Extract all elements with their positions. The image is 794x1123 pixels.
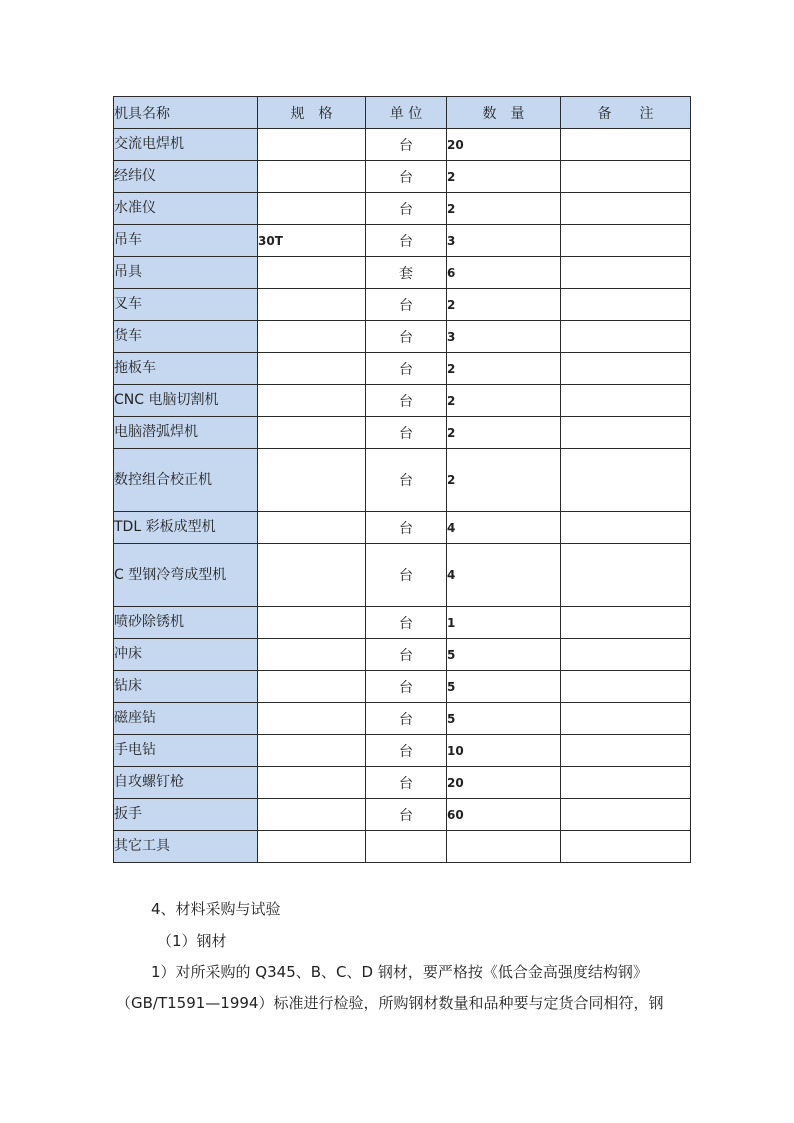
unit-cell: 台: [366, 321, 447, 353]
remarks-cell: [561, 703, 691, 735]
quantity-cell: 4: [447, 512, 561, 544]
table-row: [114, 129, 691, 161]
equipment-name: 冲床: [114, 639, 258, 671]
remarks-cell: [561, 129, 691, 161]
quantity-cell: 5: [447, 671, 561, 703]
quantity-cell: 10: [447, 735, 561, 767]
table-row: [114, 321, 691, 353]
unit-cell: 台: [366, 129, 447, 161]
unit-cell: 台: [366, 671, 447, 703]
unit-cell: 台: [366, 417, 447, 449]
table-row: [114, 353, 691, 385]
equipment-name: 其它工具: [114, 831, 258, 863]
table-row: [114, 703, 691, 735]
header-unit: 单 位: [366, 97, 447, 129]
unit-cell: 台: [366, 449, 447, 512]
header-quantity: 数 量: [447, 97, 561, 129]
table-row: [114, 735, 691, 767]
spec-cell: [258, 735, 366, 767]
quantity-cell: 2: [447, 385, 561, 417]
spec-cell: [258, 449, 366, 512]
unit-cell: 台: [366, 735, 447, 767]
spec-cell: [258, 544, 366, 607]
spec-cell: [258, 767, 366, 799]
table-row: [114, 799, 691, 831]
unit-cell: 台: [366, 225, 447, 257]
spec-cell: [258, 799, 366, 831]
spec-cell: [258, 129, 366, 161]
spec-cell: [258, 385, 366, 417]
unit-cell: 台: [366, 193, 447, 225]
quantity-cell: 5: [447, 639, 561, 671]
quantity-cell: 3: [447, 225, 561, 257]
quantity-cell: 2: [447, 193, 561, 225]
equipment-name: 拖板车: [114, 353, 258, 385]
unit-cell: 台: [366, 607, 447, 639]
remarks-cell: [561, 512, 691, 544]
unit-cell: 台: [366, 639, 447, 671]
unit-cell: 台: [366, 161, 447, 193]
equipment-name: 手电钻: [114, 735, 258, 767]
equipment-name: 经纬仪: [114, 161, 258, 193]
unit-cell: 台: [366, 512, 447, 544]
table-row: [114, 512, 691, 544]
quantity-cell: 2: [447, 289, 561, 321]
unit-cell: 台: [366, 703, 447, 735]
equipment-name: 喷砂除锈机: [114, 607, 258, 639]
section-heading: 4、材料采购与试验: [151, 900, 281, 918]
quantity-cell: 1: [447, 607, 561, 639]
spec-cell: [258, 639, 366, 671]
table-row: [114, 289, 691, 321]
equipment-name: 自攻螺钉枪: [114, 767, 258, 799]
table-row: [114, 225, 691, 257]
remarks-cell: [561, 385, 691, 417]
remarks-cell: [561, 639, 691, 671]
quantity-cell: 6: [447, 257, 561, 289]
quantity-cell: 2: [447, 417, 561, 449]
quantity-cell: 2: [447, 449, 561, 512]
spec-cell: [258, 161, 366, 193]
remarks-cell: [561, 607, 691, 639]
remarks-cell: [561, 257, 691, 289]
unit-cell: 套: [366, 257, 447, 289]
remarks-cell: [561, 831, 691, 863]
equipment-name: 吊车: [114, 225, 258, 257]
equipment-name: 电脑潜弧焊机: [114, 417, 258, 449]
equipment-name: 数控组合校正机: [114, 449, 258, 512]
table-header-row: [114, 97, 691, 129]
equipment-table: [113, 96, 691, 863]
equipment-name: 扳手: [114, 799, 258, 831]
header-name: 机具名称: [114, 97, 258, 129]
table-row: [114, 257, 691, 289]
equipment-name: CNC 电脑切割机: [114, 385, 258, 417]
subheading: （1）钢材: [157, 932, 227, 950]
unit-cell: 台: [366, 767, 447, 799]
remarks-cell: [561, 544, 691, 607]
spec-cell: [258, 512, 366, 544]
table-row: [114, 607, 691, 639]
paragraph-line-1: 1）对所采购的 Q345、B、C、D 钢材，要严格按《低合金高强度结构钢》: [151, 963, 648, 981]
remarks-cell: [561, 767, 691, 799]
table-row: [114, 449, 691, 512]
spec-cell: [258, 257, 366, 289]
spec-cell: [258, 417, 366, 449]
equipment-name: TDL 彩板成型机: [114, 512, 258, 544]
header-spec: 规 格: [258, 97, 366, 129]
remarks-cell: [561, 449, 691, 512]
table-row: [114, 544, 691, 607]
table-row: [114, 671, 691, 703]
quantity-cell: 20: [447, 129, 561, 161]
quantity-cell: 2: [447, 161, 561, 193]
equipment-name: 吊具: [114, 257, 258, 289]
spec-cell: [258, 321, 366, 353]
table-row: [114, 831, 691, 863]
quantity-cell: 2: [447, 353, 561, 385]
unit-cell: 台: [366, 289, 447, 321]
spec-cell: [258, 607, 366, 639]
unit-cell: [366, 831, 447, 863]
paragraph-line-2: （GB/T1591—1994）标准进行检验，所购钢材数量和品种要与定货合同相符，钢: [116, 994, 664, 1012]
equipment-name: 叉车: [114, 289, 258, 321]
table-row: [114, 417, 691, 449]
spec-cell: [258, 831, 366, 863]
equipment-name: 钻床: [114, 671, 258, 703]
equipment-name: 交流电焊机: [114, 129, 258, 161]
remarks-cell: [561, 289, 691, 321]
remarks-cell: [561, 417, 691, 449]
table-row: [114, 639, 691, 671]
header-remarks: 备 注: [561, 97, 691, 129]
remarks-cell: [561, 225, 691, 257]
spec-cell: [258, 289, 366, 321]
remarks-cell: [561, 799, 691, 831]
table-row: [114, 767, 691, 799]
quantity-cell: 20: [447, 767, 561, 799]
table-row: [114, 385, 691, 417]
spec-cell: [258, 671, 366, 703]
table-row: [114, 161, 691, 193]
spec-cell: [258, 703, 366, 735]
unit-cell: 台: [366, 799, 447, 831]
remarks-cell: [561, 321, 691, 353]
remarks-cell: [561, 161, 691, 193]
remarks-cell: [561, 353, 691, 385]
equipment-name: C 型钢冷弯成型机: [114, 544, 258, 607]
unit-cell: 台: [366, 544, 447, 607]
spec-cell: [258, 193, 366, 225]
remarks-cell: [561, 193, 691, 225]
remarks-cell: [561, 671, 691, 703]
quantity-cell: 3: [447, 321, 561, 353]
equipment-name: 货车: [114, 321, 258, 353]
spec-cell: [258, 353, 366, 385]
unit-cell: 台: [366, 385, 447, 417]
quantity-cell: 4: [447, 544, 561, 607]
quantity-cell: 5: [447, 703, 561, 735]
quantity-cell: 60: [447, 799, 561, 831]
remarks-cell: [561, 735, 691, 767]
unit-cell: 台: [366, 353, 447, 385]
equipment-name: 磁座钻: [114, 703, 258, 735]
equipment-name: 水准仪: [114, 193, 258, 225]
spec-cell: 30T: [258, 225, 366, 257]
table-row: [114, 193, 691, 225]
quantity-cell: [447, 831, 561, 863]
